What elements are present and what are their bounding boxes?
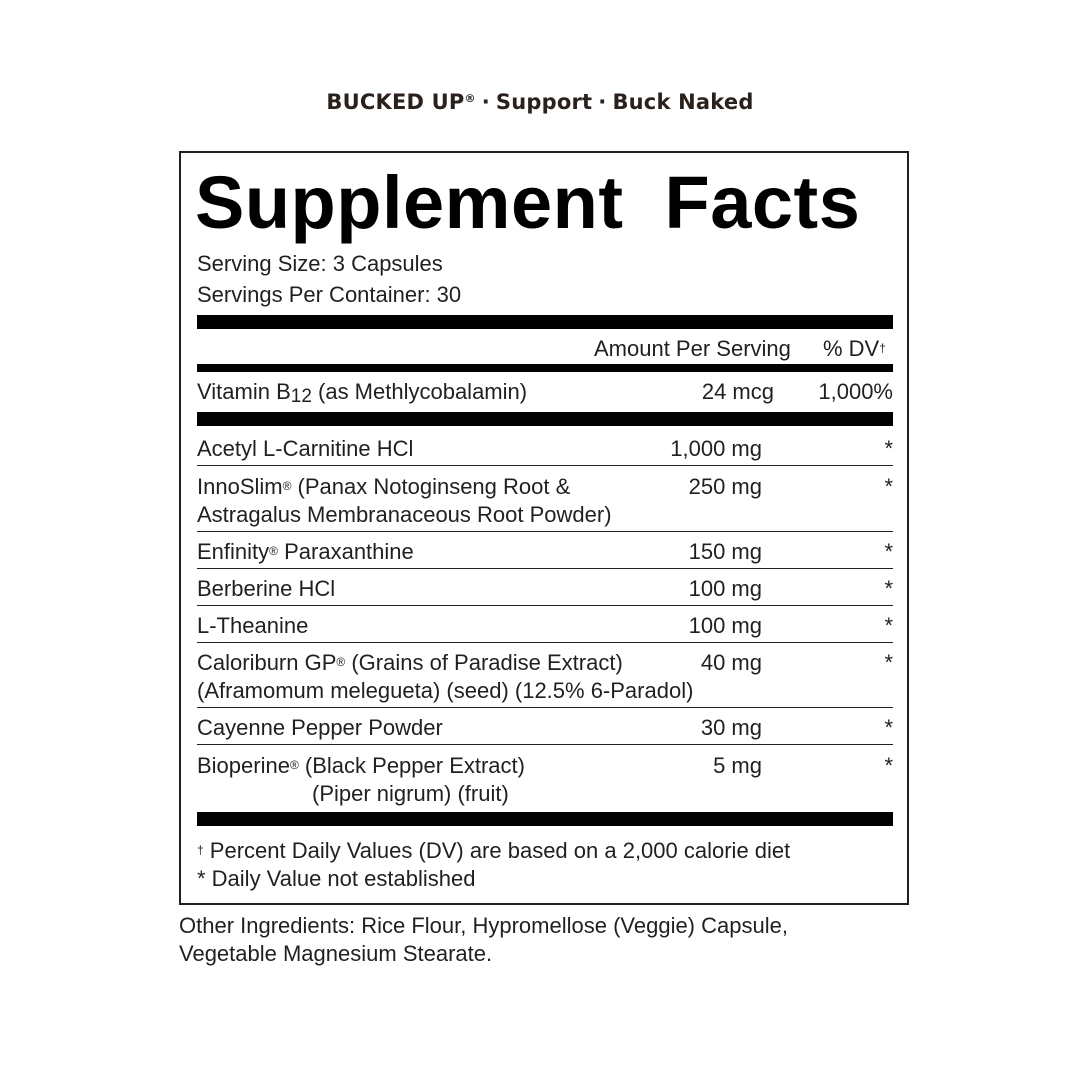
brand-line — [0, 90, 1080, 114]
dagger-mark: † — [197, 843, 204, 857]
registered-mark: ® — [289, 758, 299, 772]
ingredient-name: Acetyl L-Carnitine HCl — [197, 436, 414, 461]
supplement-facts-panel — [179, 151, 909, 905]
thick-divider — [197, 412, 893, 426]
ingredient-name: Cayenne Pepper Powder — [197, 715, 443, 740]
thick-divider — [197, 315, 893, 329]
ingredient-name: Enfinity® Paraxanthine — [197, 539, 414, 564]
ingredient-amount: 100 mg — [688, 613, 762, 638]
ingredient-amount: 30 mg — [700, 715, 762, 740]
ingredient-amount: 1,000 mg — [670, 436, 762, 461]
product-line: Support — [495, 90, 593, 114]
ingredient-dv: * — [884, 650, 893, 675]
vitamin-name-post: (as Methlycobalamin) — [311, 379, 528, 404]
ingredient-name: Caloriburn GP® (Grains of Paradise Extract) — [197, 650, 623, 675]
other-ingredients — [179, 912, 899, 968]
dagger-mark: † — [879, 341, 886, 355]
separator-dot: · — [598, 90, 607, 114]
registered-mark: ® — [269, 544, 278, 558]
vitamin-b12-amount: 24 mcg — [701, 379, 774, 404]
registered-mark: ® — [336, 655, 346, 669]
footnote-dv — [197, 837, 790, 865]
ingredient-amount: 150 mg — [688, 539, 762, 564]
brand-name: BUCKED UP — [326, 90, 465, 114]
registered-mark: ® — [282, 479, 292, 493]
ingredient-amount: 250 mg — [688, 474, 762, 499]
serving-size: Serving Size: 3 Capsules — [197, 251, 443, 276]
ingredient-dv: * — [884, 613, 893, 638]
ingredient-name: L-Theanine — [197, 613, 309, 638]
row-divider — [197, 707, 893, 708]
ingredient-name: InnoSlim® (Panax Notoginseng Root & — [197, 474, 571, 499]
other-ingredients-line2: Vegetable Magnesium Stearate. — [179, 941, 493, 966]
ingredient-dv: * — [884, 474, 893, 499]
row-divider — [197, 605, 893, 606]
row-divider — [197, 568, 893, 569]
product-name: Buck Naked — [612, 90, 754, 114]
ingredient-amount: 5 mg — [713, 753, 762, 778]
ingredient-dv: * — [884, 576, 893, 601]
thick-divider — [197, 812, 893, 826]
vitamin-name-pre: Vitamin B — [197, 379, 291, 404]
row-divider — [197, 744, 893, 745]
ingredient-amount: 40 mg — [700, 650, 762, 675]
header-dv-label: % DV — [823, 336, 880, 361]
ingredient-amount: 100 mg — [688, 576, 762, 601]
vitamin-b12-name — [197, 378, 527, 408]
ingredient-name-cont: (Aframomum melegueta) (seed) (12.5% 6-Paradol) — [197, 678, 694, 703]
vitamin-name-sub: 12 — [290, 386, 312, 407]
header-percent-dv — [823, 336, 886, 362]
panel-title: Supplement Facts — [195, 161, 861, 244]
ingredient-dv: * — [884, 715, 893, 740]
vitamin-b12-dv: 1,000% — [818, 379, 893, 404]
ingredient-dv: * — [884, 753, 893, 778]
ingredient-name-cont: Astragalus Membranaceous Root Powder) — [197, 502, 612, 527]
ingredient-name: Berberine HCl — [197, 576, 336, 601]
row-divider — [197, 465, 893, 466]
row-divider — [197, 642, 893, 643]
other-ingredients-line1: Other Ingredients: Rice Flour, Hypromellose (Veggie) Capsule, — [179, 913, 788, 938]
row-divider — [197, 531, 893, 532]
footnote-not-established: * Daily Value not established — [197, 866, 476, 891]
separator-dot: · — [481, 90, 490, 114]
footnote-dv-text: Percent Daily Values (DV) are based on a 2,000 calorie diet — [203, 838, 791, 863]
ingredient-name-cont: (Piper nigrum) (fruit) — [312, 781, 509, 806]
ingredient-name: Bioperine® (Black Pepper Extract) — [197, 753, 525, 778]
registered-mark: ® — [464, 92, 476, 105]
servings-per-container: Servings Per Container: 30 — [197, 282, 462, 307]
header-amount-per-serving: Amount Per Serving — [594, 336, 791, 361]
ingredient-dv: * — [884, 436, 893, 461]
ingredient-dv: * — [884, 539, 893, 564]
medium-divider — [197, 364, 893, 372]
